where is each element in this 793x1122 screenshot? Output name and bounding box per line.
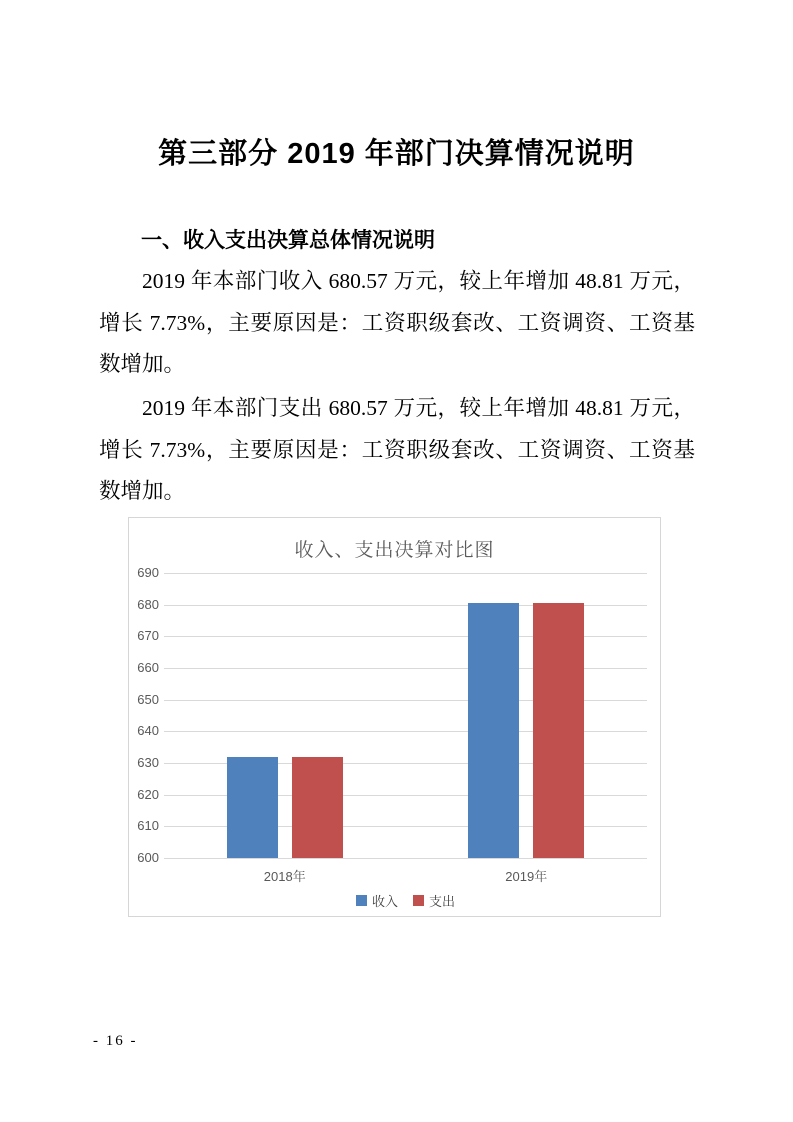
gridline bbox=[164, 573, 647, 574]
y-axis-tick-label: 610 bbox=[137, 818, 159, 834]
legend-swatch-icon bbox=[413, 895, 424, 906]
legend-label: 收入 bbox=[371, 894, 398, 909]
y-axis-tick-label: 620 bbox=[137, 786, 159, 802]
y-axis-tick-label: 630 bbox=[137, 755, 159, 770]
gridline bbox=[164, 858, 647, 859]
bar-收入-2019年 bbox=[468, 603, 519, 858]
bar-收入-2018年 bbox=[227, 757, 278, 858]
chart-legend bbox=[164, 891, 647, 910]
legend-item-支出 bbox=[413, 891, 455, 910]
legend-label: 支出 bbox=[429, 894, 456, 909]
paragraph-income: 2019 年本部门收入 680.57 万元，较上年增加 48.81 万元，增长 7.73%，主要原因是：工资职级套改、工资调资、工资基数增加。 bbox=[99, 269, 695, 376]
page-number: - 16 - bbox=[93, 1033, 138, 1049]
y-axis-tick-label: 650 bbox=[137, 691, 159, 707]
paragraph-expense: 2019 年本部门支出 680.57 万元，较上年增加 48.81 万元，增长 7.73%，主要原因是：工资职级套改、工资调资、工资基数增加。 bbox=[99, 396, 695, 503]
y-axis-tick-label: 690 bbox=[137, 565, 159, 580]
income-expense-bar-chart bbox=[128, 517, 661, 917]
y-axis-tick-label: 680 bbox=[137, 596, 159, 612]
y-axis-tick-label: 660 bbox=[137, 660, 159, 675]
section-heading: 一、收入支出决算总体情况说明 bbox=[141, 229, 435, 252]
page-title: 第三部分 2019 年部门决算情况说明 bbox=[158, 138, 635, 170]
bar-支出-2019年 bbox=[533, 603, 584, 858]
y-axis-tick-label: 640 bbox=[137, 723, 159, 739]
y-axis-tick-label: 600 bbox=[137, 850, 159, 865]
y-axis-tick-label: 670 bbox=[137, 628, 159, 644]
x-axis-tick-label: 2019年 bbox=[505, 869, 548, 884]
bar-支出-2018年 bbox=[292, 757, 343, 858]
legend-swatch-icon bbox=[356, 895, 367, 906]
legend-item-收入 bbox=[356, 891, 398, 910]
chart-title: 收入、支出决算对比图 bbox=[294, 540, 495, 561]
x-axis-tick-label: 2018年 bbox=[263, 869, 306, 884]
